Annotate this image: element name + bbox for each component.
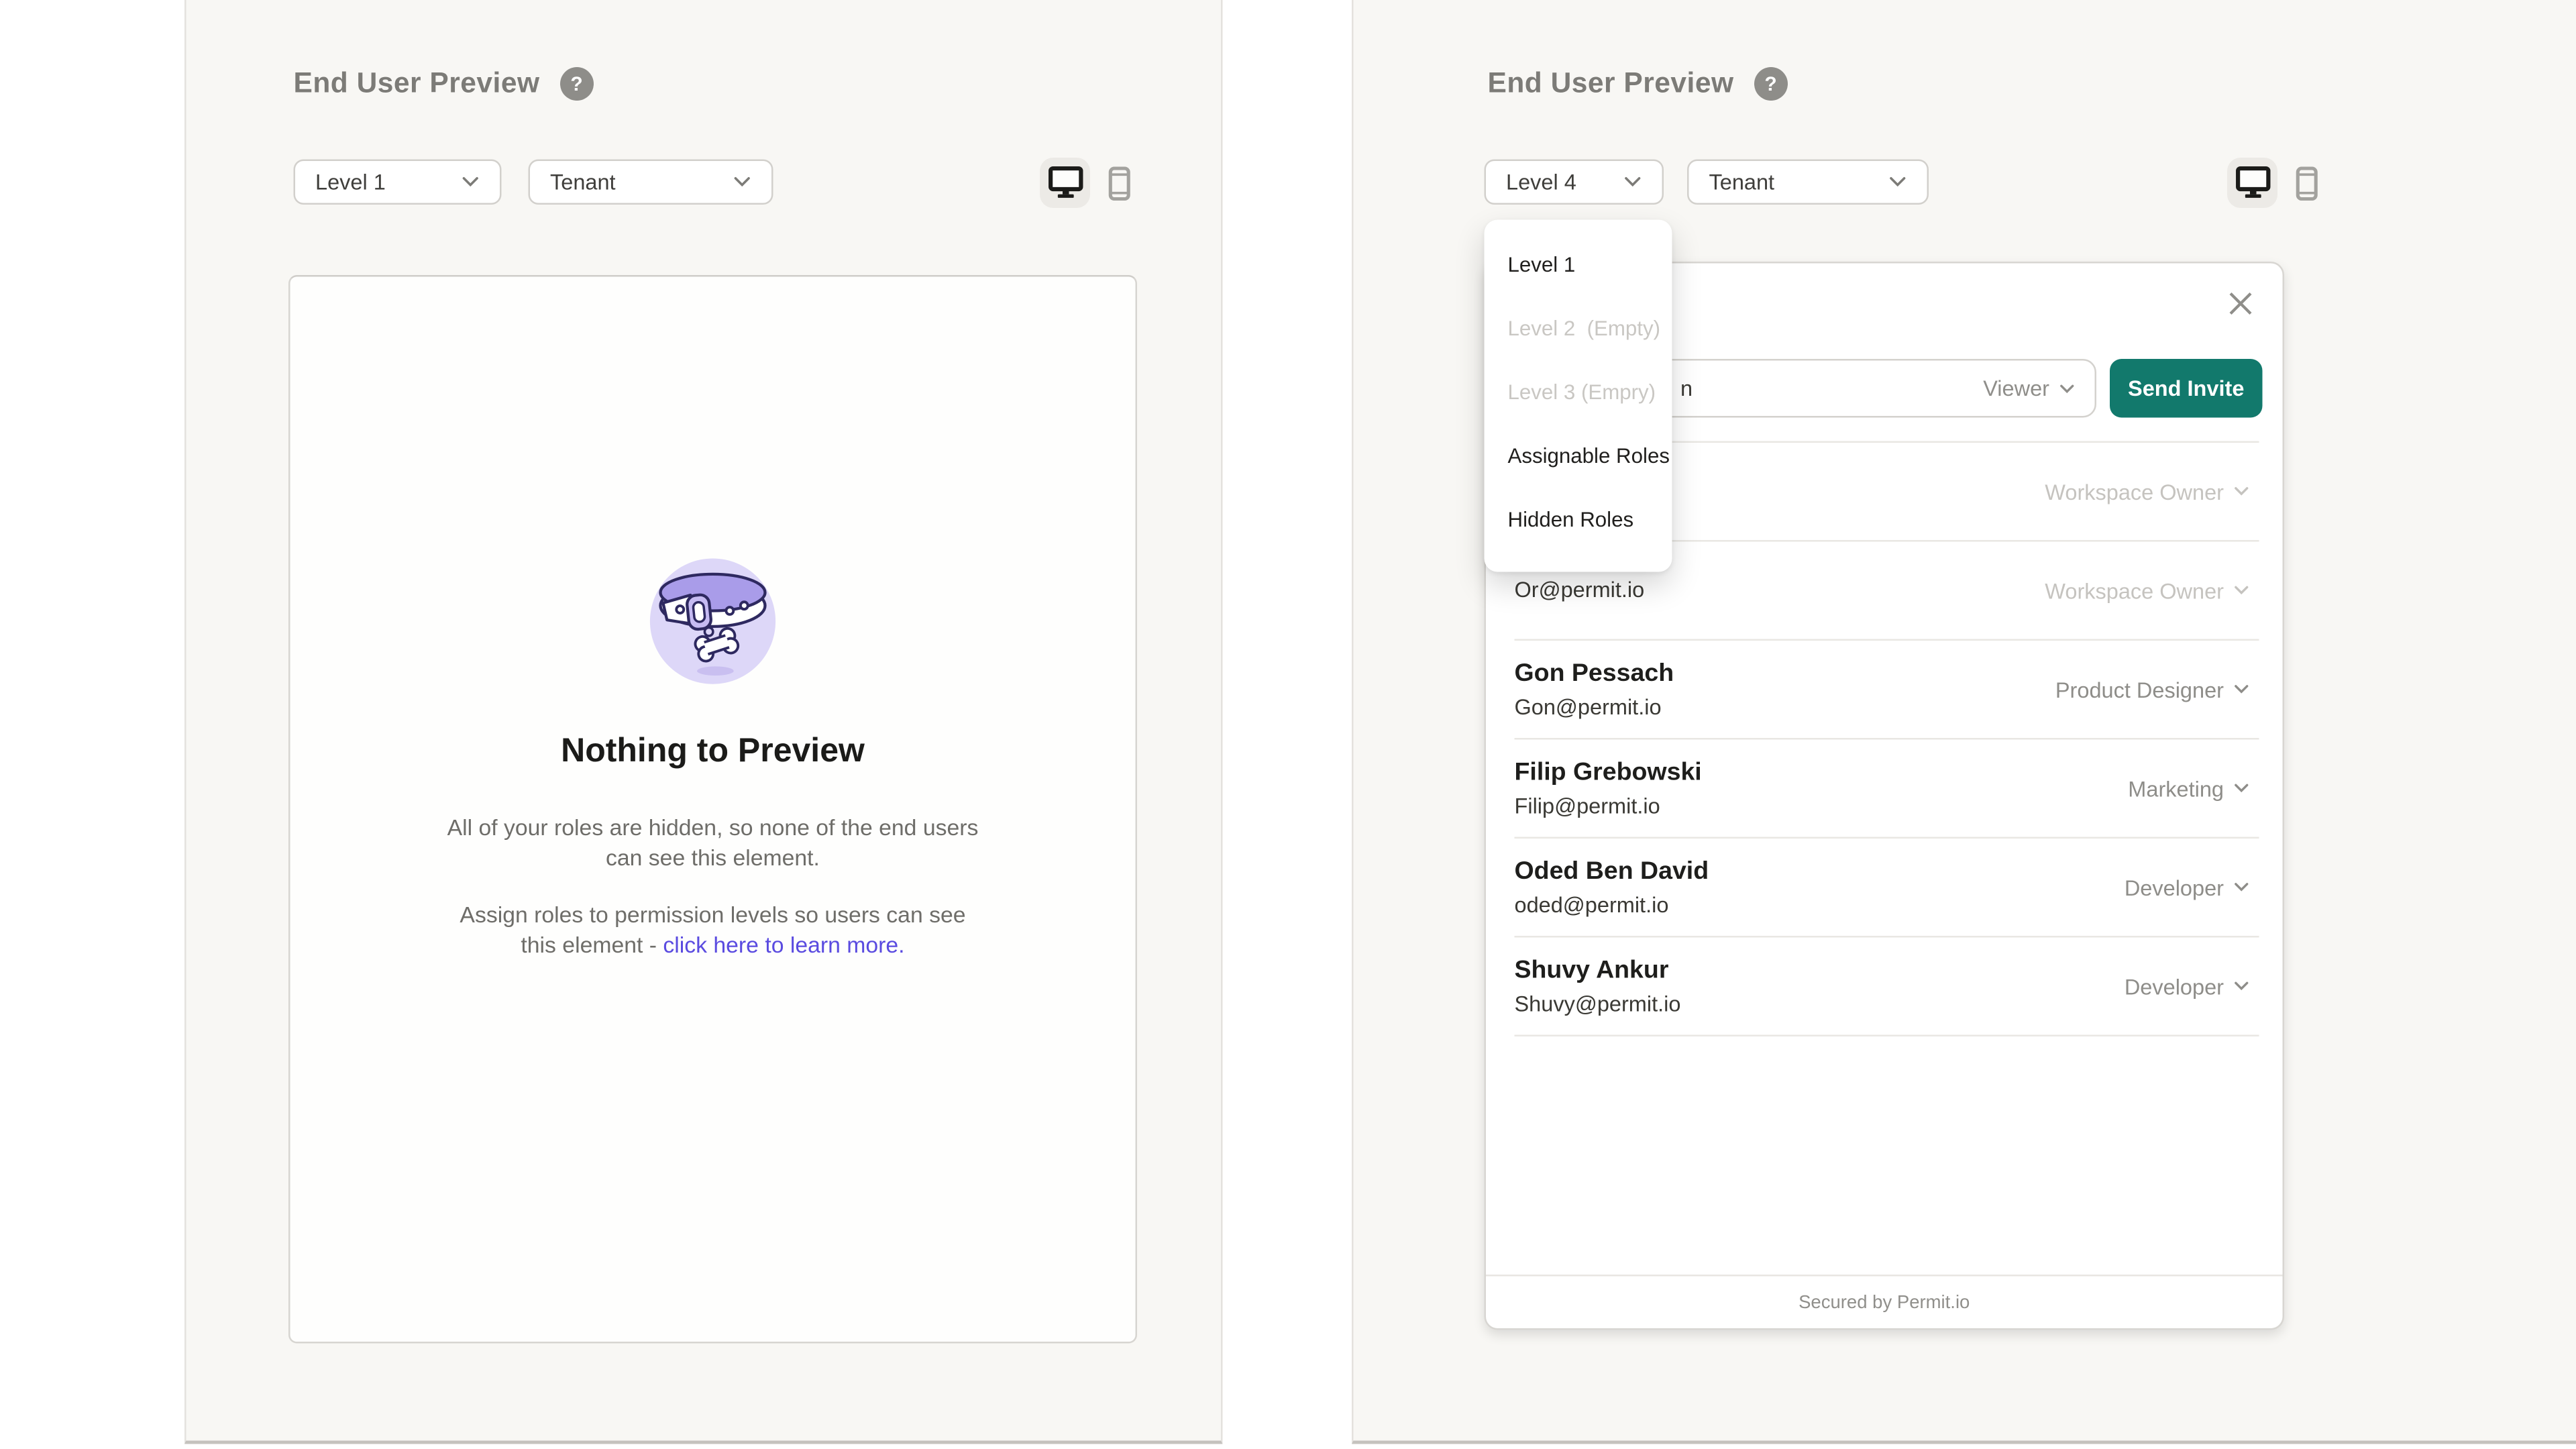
left-panel-header <box>294 67 594 101</box>
send-invite-button[interactable]: Send Invite <box>2110 359 2263 418</box>
menu-item-level-2: Level 2 (Empty) <box>1507 317 1661 341</box>
member-role-select[interactable] <box>2045 479 2259 504</box>
menu-item-assignable-roles[interactable]: Assignable Roles <box>1507 444 1670 468</box>
member-role-value: Marketing <box>2128 775 2224 801</box>
chevron-down-icon <box>2234 586 2249 596</box>
desktop-view-button[interactable] <box>2227 158 2277 208</box>
tenant-select[interactable] <box>1687 160 1929 205</box>
member-email: Shuvy@permit.io <box>1514 990 1681 1016</box>
help-icon[interactable]: ? <box>560 67 594 101</box>
tenant-select-value: Tenant <box>550 169 616 195</box>
mobile-phone-icon <box>2295 165 2317 201</box>
tenant-select[interactable] <box>529 160 773 205</box>
member-row <box>1515 738 2259 837</box>
member-email: Filip@permit.io <box>1514 792 1660 818</box>
level-select[interactable] <box>1485 160 1664 205</box>
member-name: Filip Grebowski <box>1514 757 1702 786</box>
level-select-dropdown-menu <box>1485 220 1672 572</box>
mobile-view-button[interactable] <box>2281 158 2331 208</box>
secured-by-footer <box>1486 1275 2283 1328</box>
level-select-value: Level 4 <box>1506 169 1576 195</box>
member-role-select[interactable] <box>2128 775 2259 801</box>
member-row <box>1515 936 2259 1035</box>
desktop-monitor-icon <box>1047 166 1083 200</box>
right-preview-panel <box>1352 0 2576 1444</box>
member-role-select[interactable] <box>2125 973 2259 999</box>
dog-collar-illustration <box>647 555 778 693</box>
member-email: Or@permit.io <box>1514 577 1645 602</box>
chevron-down-icon <box>2234 784 2249 794</box>
member-identity <box>1515 658 1674 720</box>
page-title: End User Preview <box>293 67 540 99</box>
chevron-down-icon <box>2234 882 2249 892</box>
desktop-monitor-icon <box>2235 166 2270 200</box>
member-email: oded@permit.io <box>1514 891 1669 917</box>
member-email: Gon@permit.io <box>1514 693 1662 719</box>
member-identity <box>1515 856 1709 918</box>
member-name: Oded Ben David <box>1514 856 1709 885</box>
invite-role-value: Viewer <box>1983 376 2049 401</box>
help-icon[interactable]: ? <box>1754 67 1788 101</box>
left-preview-panel <box>184 0 1223 1444</box>
empty-state-line <box>411 930 1015 959</box>
chevron-down-icon <box>1623 176 1642 189</box>
member-name: Shuvy Ankur <box>1514 955 1669 984</box>
member-role-value: Developer <box>2124 874 2224 900</box>
mobile-view-button[interactable] <box>1093 158 1144 208</box>
member-role-value: Product Designer <box>2055 676 2224 702</box>
page-title: End User Preview <box>1487 67 1734 99</box>
member-role-value: Developer <box>2124 973 2224 999</box>
tenant-select-value: Tenant <box>1709 169 1775 195</box>
member-role-value: Workspace Owner <box>2045 578 2224 603</box>
close-icon[interactable] <box>2227 290 2254 317</box>
chevron-down-icon <box>462 176 480 189</box>
members-list-end-divider <box>1515 1035 2259 1037</box>
invite-input-value-fragment: n <box>1680 376 1693 401</box>
chevron-down-icon <box>2234 684 2249 694</box>
right-panel-header <box>1488 67 1788 101</box>
empty-state-line: can see this element. <box>606 844 820 870</box>
empty-state-text-1 <box>411 814 1015 873</box>
member-role-value: Workspace Owner <box>2045 478 2224 504</box>
member-role-select[interactable] <box>2045 578 2259 603</box>
level-select-value: Level 1 <box>315 169 386 195</box>
member-identity <box>1515 955 1681 1018</box>
empty-state-line-prefix: this element - <box>521 931 663 957</box>
member-identity <box>1515 757 1702 820</box>
chevron-down-icon <box>2234 486 2249 496</box>
mobile-phone-icon <box>1108 165 1130 201</box>
member-role-select[interactable] <box>2055 677 2259 702</box>
chevron-down-icon <box>1888 176 1907 189</box>
menu-item-hidden-roles[interactable]: Hidden Roles <box>1507 508 1634 532</box>
empty-state-text-2 <box>411 901 1015 960</box>
member-name: Gon Pessach <box>1514 658 1674 687</box>
level-select[interactable] <box>294 160 502 205</box>
chevron-down-icon <box>2234 981 2249 991</box>
secured-by-label: Secured by Permit.io <box>1799 1292 1970 1313</box>
member-role-select[interactable] <box>2125 875 2259 900</box>
desktop-view-button[interactable] <box>1040 158 1090 208</box>
learn-more-link[interactable]: click here to learn more. <box>663 931 905 957</box>
empty-state-line: Assign roles to permission levels so users can see <box>460 902 966 928</box>
menu-item-level-1[interactable]: Level 1 <box>1507 253 1576 277</box>
menu-item-level-3: Level 3 (Empry) <box>1507 380 1656 405</box>
member-identity <box>1515 577 1645 604</box>
member-row <box>1515 837 2259 936</box>
empty-preview-box <box>288 275 1137 1344</box>
chevron-down-icon <box>733 176 752 189</box>
empty-state-line: All of your roles are hidden, so none of the end users <box>447 815 979 841</box>
member-row <box>1515 639 2259 739</box>
empty-state-title: Nothing to Preview <box>561 733 865 770</box>
chevron-down-icon <box>2059 383 2075 393</box>
invite-role-select[interactable] <box>1983 361 2074 417</box>
